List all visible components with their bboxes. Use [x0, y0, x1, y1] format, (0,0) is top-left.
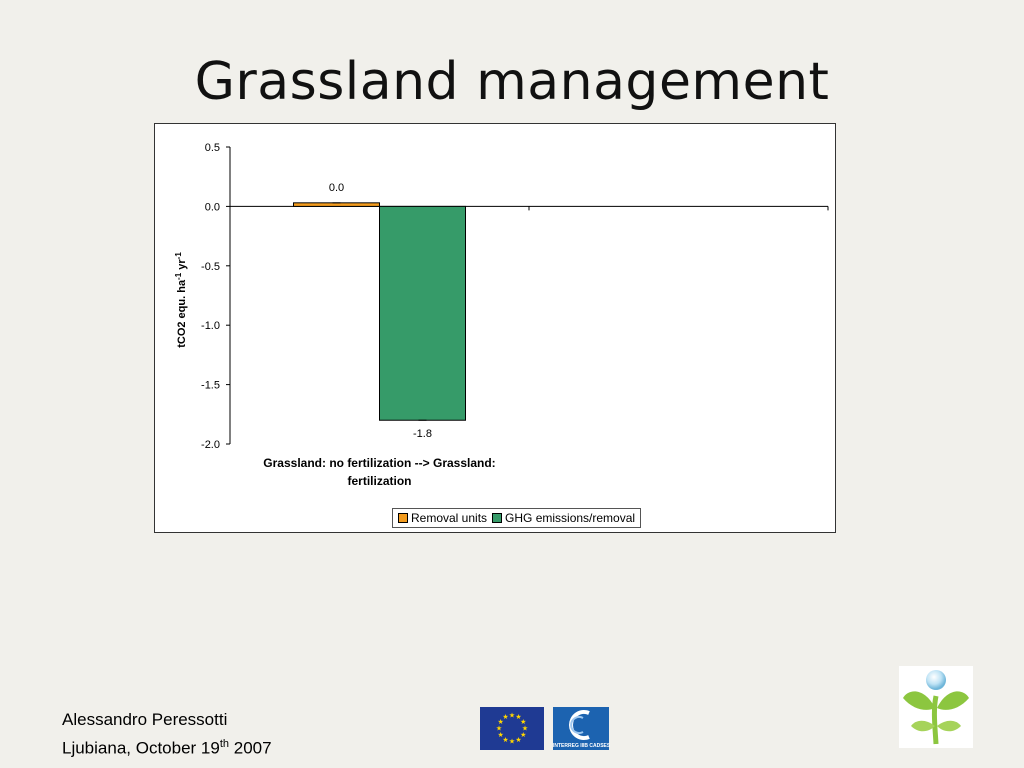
star-icon: ★	[495, 725, 503, 733]
place-date	[62, 732, 272, 761]
bar-ghg-emissions-removal	[380, 206, 466, 420]
place-date-sup: th	[219, 738, 230, 750]
interreg-cadses-logo	[553, 707, 609, 750]
y-axis-label-text: yr	[176, 259, 188, 273]
legend-label: GHG emissions/removal	[505, 511, 636, 525]
bar-removal-units	[294, 203, 380, 207]
legend-label: Removal units	[411, 511, 488, 525]
interreg-c-icon	[553, 707, 609, 743]
star-icon: ★	[508, 738, 516, 746]
star-icon: ★	[508, 712, 516, 720]
eu-stars-icon	[480, 707, 544, 750]
star-icon: ★	[521, 725, 529, 733]
data-label: -1.8	[413, 428, 432, 441]
star-icon: ★	[515, 736, 522, 744]
y-tick-label: -2.0	[201, 439, 220, 451]
y-axis-label	[174, 252, 189, 348]
x-category-label: fertilization	[347, 474, 412, 488]
footer-author-block	[62, 708, 272, 761]
star-icon: ★	[520, 732, 527, 739]
legend-item-removal-units	[398, 511, 487, 525]
star-icon: ★	[520, 719, 527, 726]
y-tick-label: 0.5	[204, 142, 220, 154]
star-icon: ★	[502, 736, 509, 744]
slide-title: Grassland management	[194, 52, 830, 112]
y-axis-label-text: tCO2 equ. ha	[176, 279, 188, 348]
x-category-label: Grassland: no fertilization --> Grassland:	[263, 456, 496, 470]
star-icon: ★	[515, 714, 522, 722]
star-icon: ★	[502, 714, 509, 722]
y-tick-label: -1.0	[201, 320, 220, 333]
y-tick-label: -0.5	[201, 260, 220, 273]
author-name: Alessandro Peressotti	[62, 710, 228, 729]
star-icon: ★	[497, 719, 504, 726]
legend-item-ghg-emissions	[492, 511, 635, 525]
y-tick-label: -1.5	[201, 379, 220, 392]
legend-swatch-removal-units	[398, 513, 408, 523]
bar-chart	[155, 124, 835, 532]
place-date-year: 2007	[229, 738, 272, 758]
eu-flag-logo	[480, 707, 544, 750]
interreg-logo-text: INTERREG IIIB CADSES	[553, 743, 611, 749]
y-tick-label: 0.0	[204, 201, 220, 214]
place-date-main: Ljubiana, October 19	[62, 738, 220, 758]
legend-swatch-ghg-emissions	[492, 513, 502, 523]
legend	[392, 508, 641, 528]
chart-area	[154, 123, 836, 533]
y-axis-label-exp: -1	[173, 272, 183, 280]
star-icon: ★	[497, 732, 504, 739]
data-label: 0.0	[328, 181, 345, 194]
y-axis-label-exp: -1	[173, 252, 183, 260]
plant-logo	[899, 666, 973, 748]
plant-logo-icon	[899, 666, 973, 748]
svg-text:tCO2 equ. ha-1 yr-1	[174, 252, 189, 348]
